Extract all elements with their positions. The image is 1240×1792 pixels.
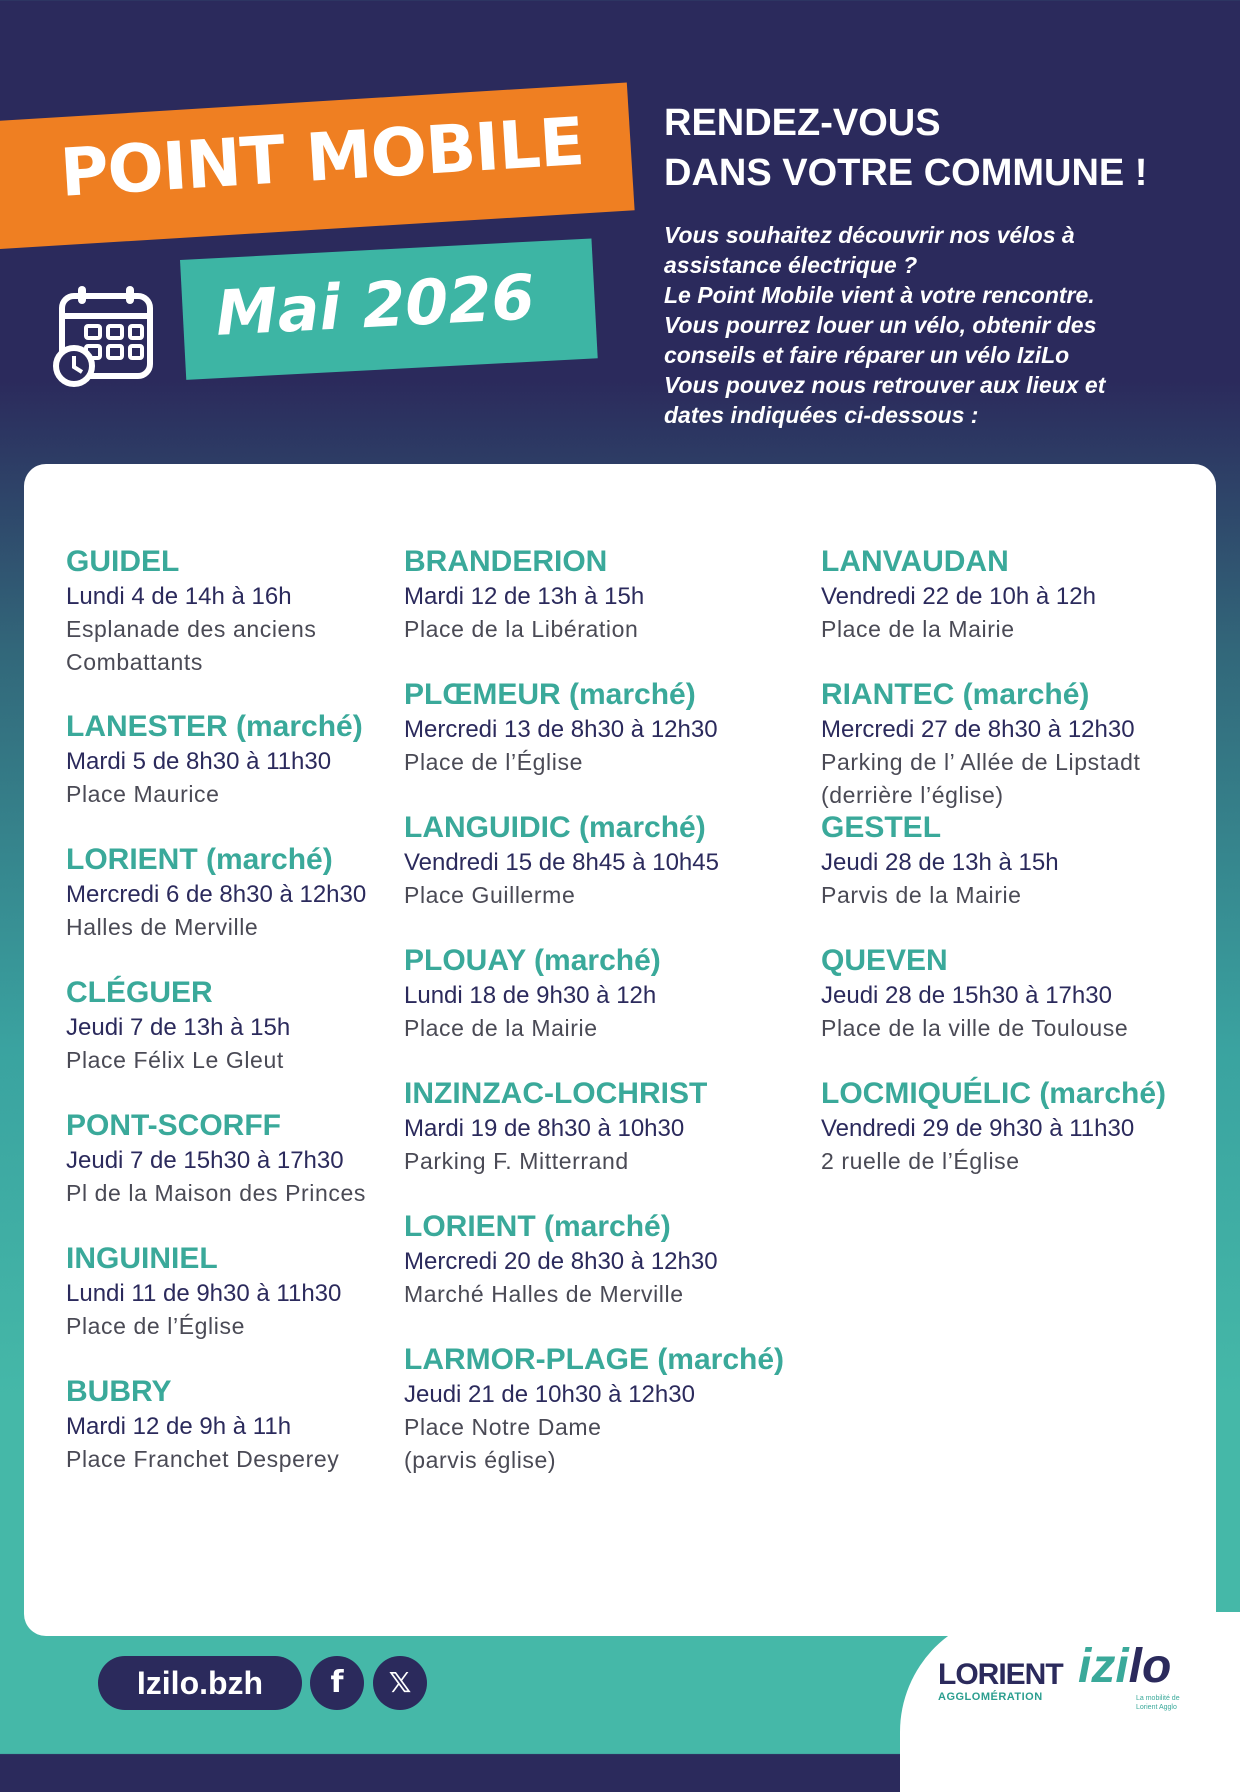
entry-date: Lundi 11 de 9h30 à 11h30	[66, 1280, 342, 1307]
town-name: INZINZAC-LOCHRIST	[404, 1077, 708, 1110]
intro-heading	[664, 98, 1224, 198]
schedule-entry	[404, 1342, 784, 1477]
entry-place: Place de la ville de Toulouse	[821, 1015, 1129, 1041]
town-name: LOCMIQUÉLIC (marché)	[821, 1077, 1167, 1110]
lorient-logo-sub: AGGLOMÉRATION	[938, 1691, 1043, 1703]
schedule-entry	[821, 677, 1201, 812]
town-name: LORIENT (marché)	[66, 843, 333, 876]
intro-text-line: Vous souhaitez découvrir nos vélos à	[664, 222, 1075, 248]
entry-date: Vendredi 22 de 10h à 12h	[821, 583, 1096, 610]
entry-place: Place Franchet Desperey	[66, 1446, 340, 1472]
town-name: INGUINIEL	[66, 1242, 218, 1275]
intro-text-line: assistance électrique ?	[664, 252, 918, 278]
entry-place: Place Guillerme	[404, 882, 576, 908]
entry-place: Parvis de la Mairie	[821, 882, 1022, 908]
entry-date: Vendredi 29 de 9h30 à 11h30	[821, 1115, 1135, 1142]
town-name: LORIENT (marché)	[404, 1210, 671, 1243]
town-name: GUIDEL	[66, 545, 180, 578]
town-name: BUBRY	[66, 1375, 172, 1408]
intro-text-line: Vous pourrez louer un vélo, obtenir des	[664, 312, 1097, 338]
entry-place: Halles de Merville	[66, 914, 259, 940]
entry-date: Mercredi 13 de 8h30 à 12h30	[404, 716, 718, 743]
entry-date: Jeudi 7 de 15h30 à 17h30	[66, 1147, 344, 1174]
entry-date: Mardi 12 de 13h à 15h	[404, 583, 645, 610]
intro-heading-line: DANS VOTRE COMMUNE !	[664, 152, 1148, 194]
schedule-entry	[821, 544, 1201, 646]
entry-place: (parvis église)	[404, 1447, 557, 1473]
schedule-entry	[821, 1076, 1201, 1178]
intro-text-line: Le Point Mobile vient à votre rencontre.	[664, 282, 1095, 308]
izilo-logo-izi: izi	[1078, 1640, 1129, 1693]
schedule-entry	[66, 1241, 446, 1343]
town-name: CLÉGUER	[66, 976, 213, 1009]
schedule-entry	[66, 709, 446, 811]
intro-text-line: conseils et faire réparer un vélo IziLo	[664, 342, 1070, 368]
schedule-entry	[66, 1374, 446, 1476]
x-twitter-icon[interactable]: 𝕏	[373, 1656, 427, 1710]
entry-place: (derrière l’église)	[821, 782, 1004, 808]
schedule-entry	[66, 975, 446, 1077]
entry-date: Jeudi 28 de 13h à 15h	[821, 849, 1059, 876]
entry-date: Mercredi 6 de 8h30 à 12h30	[66, 881, 367, 908]
entry-date: Lundi 4 de 14h à 16h	[66, 583, 292, 610]
town-name: BRANDERION	[404, 545, 608, 578]
website-link[interactable]: Izilo.bzh	[98, 1656, 302, 1710]
entry-place: Parking de l’ Allée de Lipstadt	[821, 749, 1141, 775]
entry-place: Place de l’Église	[66, 1313, 245, 1339]
entry-place: Place Notre Dame	[404, 1414, 602, 1440]
schedule-entry	[404, 677, 784, 779]
town-name: RIANTEC (marché)	[821, 678, 1090, 711]
entry-place: Parking F. Mitterrand	[404, 1148, 629, 1174]
schedule-entry	[404, 544, 784, 646]
town-name: LANVAUDAN	[821, 545, 1009, 578]
lorient-agglomeration-logo	[938, 1660, 1068, 1704]
town-name: QUEVEN	[821, 944, 948, 977]
entry-date: Mardi 19 de 8h30 à 10h30	[404, 1115, 685, 1142]
entry-place: Place de la Mairie	[404, 1015, 598, 1041]
entry-date: Mardi 5 de 8h30 à 11h30	[66, 748, 332, 775]
header	[0, 0, 1240, 470]
izilo-logo-lo: lo	[1128, 1640, 1172, 1693]
schedule-entry	[66, 842, 446, 944]
entry-date: Jeudi 21 de 10h30 à 12h30	[404, 1381, 695, 1408]
intro-heading-line: RENDEZ-VOUS	[664, 102, 941, 144]
entry-date: Lundi 18 de 9h30 à 12h	[404, 982, 657, 1009]
town-name: PONT-SCORFF	[66, 1109, 281, 1142]
entry-place: Place Maurice	[66, 781, 220, 807]
schedule-entry	[404, 1076, 784, 1178]
entry-place: Place de l’Église	[404, 749, 583, 775]
town-name: LANESTER (marché)	[66, 710, 363, 743]
entry-date: Mardi 12 de 9h à 11h	[66, 1413, 292, 1440]
town-name: PLOUAY (marché)	[404, 944, 661, 977]
entry-place: Place de la Mairie	[821, 616, 1015, 642]
schedule-entry	[404, 1209, 784, 1311]
schedule-entry	[821, 943, 1201, 1045]
entry-place: Marché Halles de Merville	[404, 1281, 684, 1307]
entry-place: Combattants	[66, 649, 203, 675]
schedule-entry	[404, 943, 784, 1045]
town-name: LANGUIDIC (marché)	[404, 811, 706, 844]
izilo-logo	[1078, 1640, 1198, 1720]
entry-date: Jeudi 7 de 13h à 15h	[66, 1014, 291, 1041]
town-name: LARMOR-PLAGE (marché)	[404, 1343, 785, 1376]
schedule-entry	[404, 810, 784, 912]
calendar-clock-icon	[52, 282, 158, 390]
entry-date: Mercredi 20 de 8h30 à 12h30	[404, 1248, 718, 1275]
town-name: GESTEL	[821, 811, 942, 844]
intro-text	[664, 220, 1184, 430]
schedule-entry	[66, 544, 446, 679]
izilo-logo-brand	[1078, 1640, 1171, 1694]
intro-text-line: dates indiquées ci-dessous :	[664, 402, 979, 428]
intro-text-line: Vous pouvez nous retrouver aux lieux et	[664, 372, 1106, 398]
facebook-icon[interactable]: f	[310, 1656, 364, 1710]
entry-place: Pl de la Maison des Princes	[66, 1180, 367, 1206]
entry-place: Esplanade des anciens	[66, 616, 317, 642]
entry-date: Mercredi 27 de 8h30 à 12h30	[821, 716, 1135, 743]
month-label: Mai 2026	[214, 260, 537, 350]
schedule-entry	[66, 1108, 446, 1210]
entry-date: Vendredi 15 de 8h45 à 10h45	[404, 849, 719, 876]
lorient-logo-name: LORIENT	[938, 1658, 1063, 1691]
town-name: PLŒMEUR (marché)	[404, 678, 696, 711]
schedule-entry	[821, 810, 1201, 912]
entry-place: Place de la Libération	[404, 616, 639, 642]
entry-place: Place Félix Le Gleut	[66, 1047, 284, 1073]
page-title: POINT MOBILE	[58, 103, 586, 212]
entry-date: Jeudi 28 de 15h30 à 17h30	[821, 982, 1112, 1009]
entry-place: 2 ruelle de l’Église	[821, 1148, 1020, 1174]
izilo-logo-tagline: La mobilité de Lorient Agglo	[1136, 1695, 1180, 1711]
